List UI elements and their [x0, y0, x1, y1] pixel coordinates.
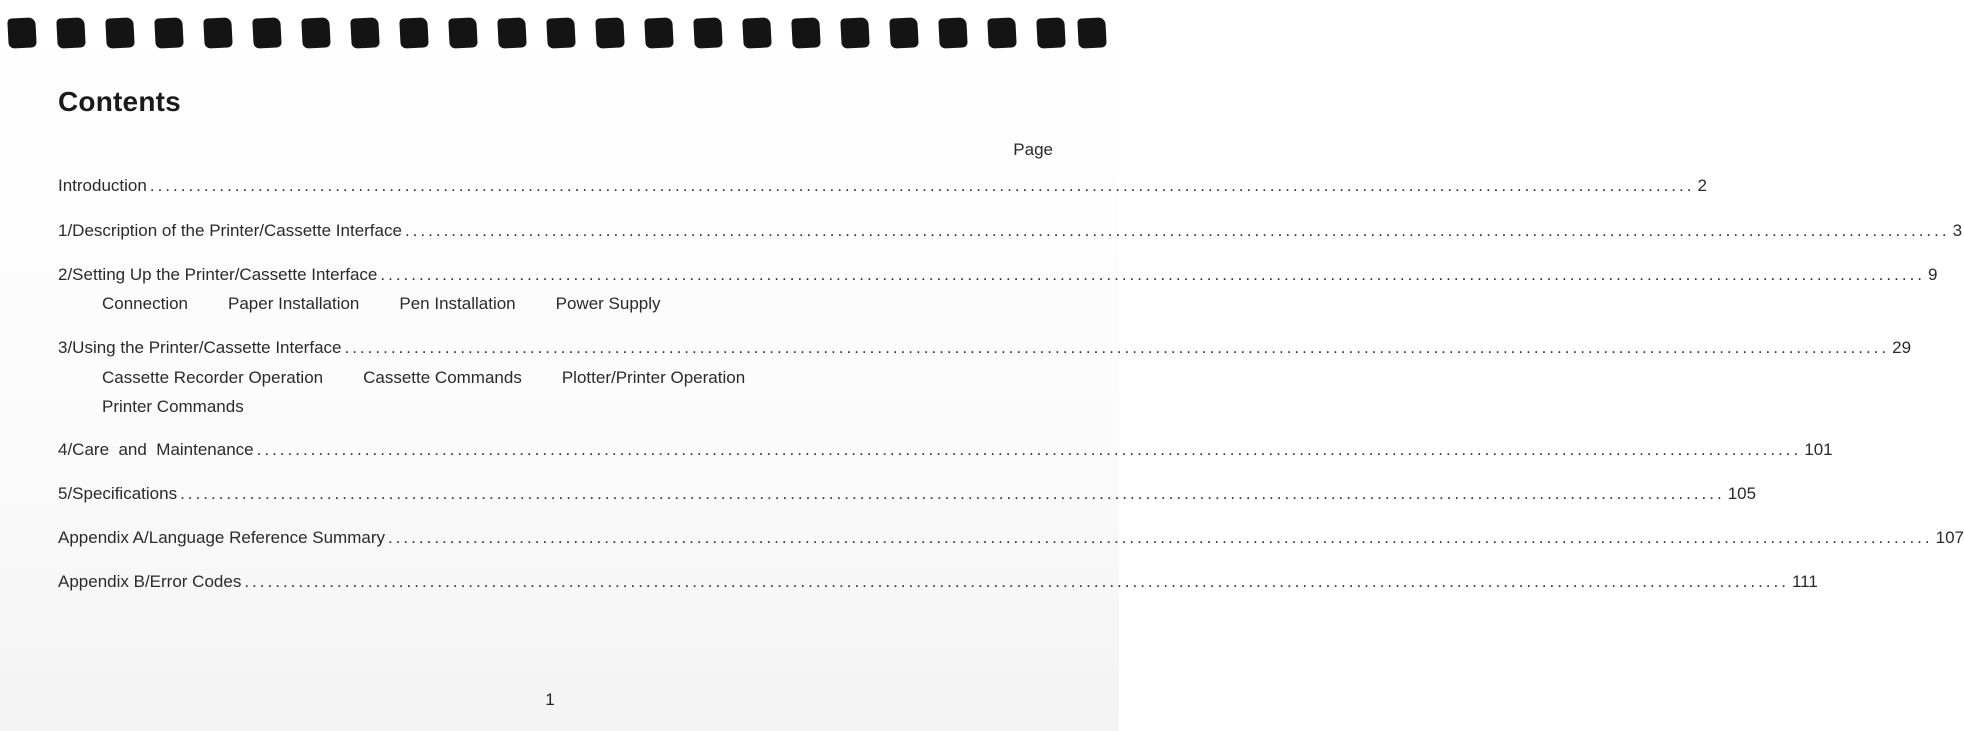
binding-hole: [105, 17, 135, 48]
toc-entry-page: 29: [1892, 338, 1912, 357]
toc-subtopic[interactable]: Paper Installation: [228, 294, 360, 313]
binding-hole: [1077, 17, 1107, 48]
toc-subtopic[interactable]: Plotter/Printer Operation: [561, 368, 746, 387]
toc-entry-specifications[interactable]: [58, 482, 1757, 506]
binding-hole: [203, 17, 233, 48]
toc-subtopics: [102, 292, 701, 316]
dot-leader: ........................................................................................................................................................................................................: [180, 484, 1725, 503]
binding-hole: [595, 17, 625, 48]
toc-entry-title: 4/Care and Maintenance: [58, 440, 254, 459]
toc-subtopic[interactable]: Power Supply: [555, 294, 661, 313]
toc-entry-page: 105: [1727, 484, 1757, 503]
toc-entry-introduction[interactable]: [58, 174, 1707, 198]
toc-entry-page: 2: [1697, 176, 1707, 195]
binding-hole: [1036, 17, 1066, 48]
toc-entry-care[interactable]: [58, 438, 1833, 462]
dot-leader: ........................................................................................................................................................................................................: [380, 265, 1926, 284]
toc-entry-page: 107: [1935, 528, 1964, 547]
toc-entry-title: 1/Description of the Printer/Cassette Interface: [58, 221, 402, 240]
toc-subtopic[interactable]: Pen Installation: [399, 294, 516, 313]
toc-subtopics: [102, 366, 785, 390]
toc-entry-title: 5/Specifications: [58, 484, 178, 503]
toc-subtopic[interactable]: Cassette Recorder Operation: [102, 368, 324, 387]
binding-hole: [252, 17, 282, 48]
binding-hole: [938, 17, 968, 48]
toc-subtopic[interactable]: Printer Commands: [102, 397, 244, 416]
toc-entry-page: 9: [1928, 265, 1938, 284]
toc-entry-page: 111: [1791, 572, 1818, 591]
toc-entry-title: 3/Using the Printer/Cassette Interface: [58, 338, 342, 357]
toc-entry-using[interactable]: [58, 336, 1912, 360]
binding-hole: [840, 17, 870, 48]
binding-hole: [56, 17, 86, 48]
binding-hole: [301, 17, 331, 48]
binding-hole: [889, 17, 919, 48]
toc-entry-title: Introduction: [58, 176, 147, 195]
binding-holes: [8, 18, 1108, 50]
footer-page-number: 1: [545, 690, 555, 709]
page-title: Contents: [58, 86, 181, 117]
binding-hole: [644, 17, 674, 48]
toc-entry-appendix-a[interactable]: [58, 526, 1964, 550]
dot-leader: ........................................................................................................................................................................................................: [344, 338, 1890, 357]
toc-entry-description[interactable]: [58, 219, 1963, 243]
binding-hole: [987, 17, 1017, 48]
dot-leader: ........................................................................................................................................................................................................: [404, 221, 1950, 240]
toc-entry-title: Appendix A/Language Reference Summary: [58, 528, 385, 547]
toc-entry-setting-up[interactable]: [58, 263, 1938, 287]
binding-hole: [448, 17, 478, 48]
dot-leader: ........................................................................................................................................................................................................: [387, 528, 1933, 547]
dot-leader: ........................................................................................................................................................................................................: [256, 440, 1802, 459]
toc-entry-page: 101: [1804, 440, 1833, 459]
toc-entry-appendix-b[interactable]: [58, 570, 1818, 594]
page-column-label: Page: [1013, 140, 1053, 159]
toc-subtopic[interactable]: Connection: [102, 294, 189, 313]
binding-hole: [693, 17, 723, 48]
toc-entry-title: Appendix B/Error Codes: [58, 572, 242, 591]
toc-subtopics: [102, 395, 284, 419]
binding-hole: [791, 17, 821, 48]
binding-hole: [399, 17, 429, 48]
binding-hole: [350, 17, 380, 48]
dot-leader: ........................................................................................................................................................................................................: [244, 572, 1789, 591]
dot-leader: ........................................................................................................................................................................................................: [149, 176, 1695, 195]
binding-hole: [742, 17, 772, 48]
toc-entry-page: 3: [1952, 221, 1963, 240]
toc-entry-title: 2/Setting Up the Printer/Cassette Interface: [58, 265, 378, 284]
binding-hole: [154, 17, 184, 48]
toc-subtopic[interactable]: Cassette Commands: [363, 368, 522, 387]
binding-hole: [7, 17, 37, 48]
binding-hole: [497, 17, 527, 48]
binding-hole: [546, 17, 576, 48]
